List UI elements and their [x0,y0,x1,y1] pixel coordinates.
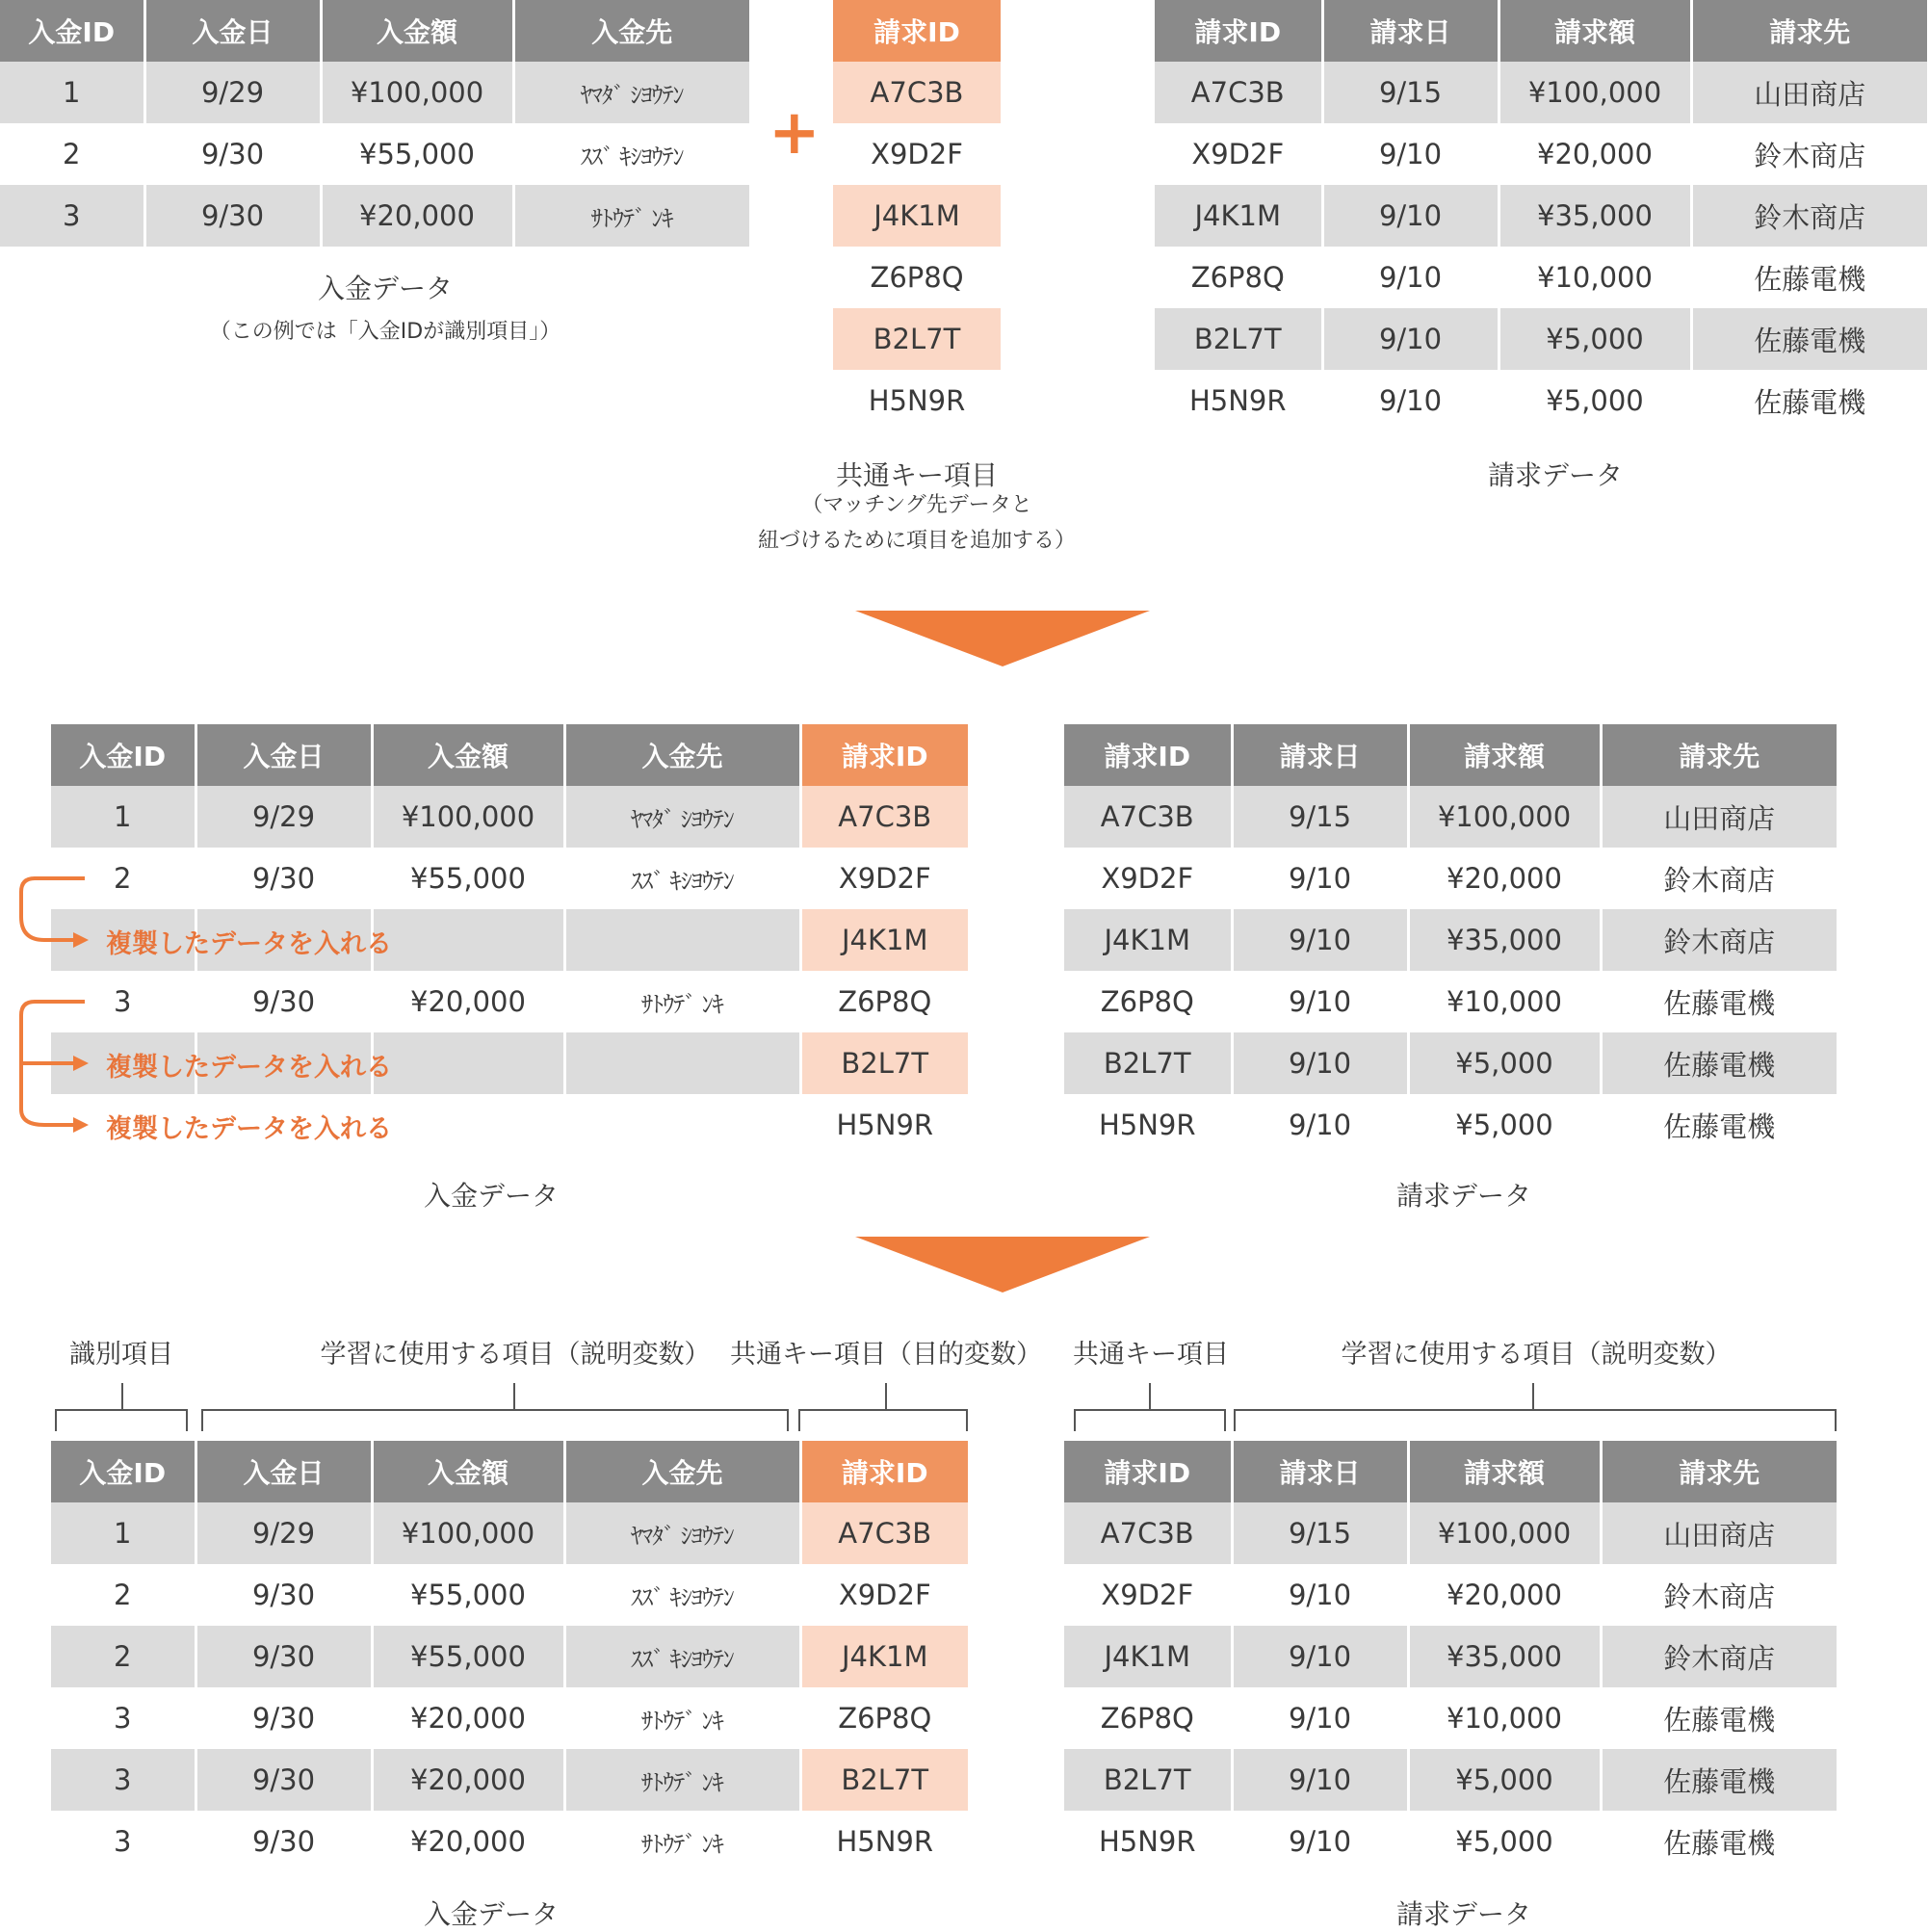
cell: B2L7T [1155,308,1322,370]
top-billing-table [1155,0,1927,431]
cell: 9/15 [1322,62,1499,123]
cell: ¥20,000 [321,185,513,247]
cell: X9D2F [1191,138,1285,170]
cell: 佐藤電機 [1601,1687,1837,1749]
cell: 9/10 [1232,909,1408,971]
table-row [1064,1564,1837,1626]
cell: 1 [51,1502,196,1564]
mid-billing-caption: 請求データ [1395,1180,1531,1212]
cell: Z6P8Q [1190,261,1285,294]
cell [564,909,800,971]
label-identifier: 識別項目 [69,1340,173,1370]
table-row [1064,1749,1837,1811]
top-deposit-caption: 入金データ [317,273,453,304]
cell: 佐藤電機 [1601,1811,1837,1872]
cell: ¥35,000 [1408,1626,1601,1687]
label-common-key: 共通キー項目 [1073,1340,1229,1370]
cell: ｻﾄｳﾃﾞ ﾝｷ [513,185,749,247]
cell: 9/15 [1232,786,1408,848]
cell: ¥10,000 [1408,971,1601,1032]
down-arrow-icon [855,1237,1150,1294]
table-row [1064,1626,1837,1687]
top-deposit-note: （この例では「入金IDが識別項目」） [209,320,561,344]
cell: H5N9R [800,1094,968,1156]
cell: ｻﾄｳﾃﾞ ﾝｷ [564,1687,800,1749]
header-billing-date: 請求日 [1322,0,1499,62]
cell: ¥20,000 [372,1687,564,1749]
cell: ¥20,000 [372,1749,564,1811]
cell: 2 [63,138,81,170]
cell: ¥100,000 [372,1502,564,1564]
cell: 鈴木商店 [1691,123,1927,185]
key-note-line-1: （マッチング先データと [801,493,1032,517]
cell: ｽｽﾞ ｷｼﾖｳﾃﾝ [513,123,749,185]
cell: B2L7T [800,1749,968,1811]
cell: J4K1M [800,909,968,971]
top-deposit-table [0,0,749,247]
cell: 3 [51,1749,196,1811]
cell: 鈴木商店 [1601,1564,1837,1626]
key-row [833,370,1001,431]
header-billing-date: 請求日 [1232,1441,1408,1502]
cell: J4K1M [1064,909,1232,971]
header-depositor: 入金先 [564,724,800,786]
header-deposit-amount: 入金額 [321,0,513,62]
cell: ¥5,000 [1408,1032,1601,1094]
table-row [1064,786,1837,848]
bottom-deposit-caption: 入金データ [423,1898,559,1930]
cell: ¥100,000 [321,62,513,123]
key-header-row [833,0,1001,62]
table-header-row [1064,1441,1837,1502]
label-target: 共通キー項目（目的変数） [730,1340,1042,1370]
header-deposit-date: 入金日 [196,1441,372,1502]
copy-label-2: 複製したデータを入れる [106,1053,392,1083]
table-header-row [0,0,749,62]
cell: H5N9R [1188,384,1287,417]
header-billed-to: 請求先 [1601,1441,1837,1502]
cell: 9/10 [1322,123,1499,185]
table-row [0,185,749,247]
cell [564,1032,800,1094]
cell: ¥100,000 [1408,1502,1601,1564]
key-caption: 共通キー項目 [835,459,998,491]
cell: A7C3B [800,1502,968,1564]
cell: ¥5,000 [1499,370,1691,431]
header-billing-id: 請求ID [1064,1441,1232,1502]
mid-billing-table [1064,724,1837,1156]
cell: ｻﾄｳﾃﾞ ﾝｷ [564,971,800,1032]
cell: H5N9R [1098,1825,1196,1858]
header-deposit-amount: 入金額 [372,1441,564,1502]
cell: 9/29 [144,62,321,123]
key-row [833,247,1001,308]
cell: ｻﾄｳﾃﾞ ﾝｷ [564,1749,800,1811]
cell: 9/10 [1322,370,1499,431]
table-row [1155,123,1927,185]
mid-deposit-caption: 入金データ [423,1180,559,1212]
cell: ¥10,000 [1499,247,1691,308]
header-deposit-id: 入金ID [0,0,144,62]
cell: X9D2F [800,1564,968,1626]
cell: Z6P8Q [870,261,964,294]
down-arrow-icon [855,611,1150,668]
table-row [51,971,968,1032]
cell: 鈴木商店 [1601,1626,1837,1687]
bottom-billing-caption: 請求データ [1395,1898,1531,1930]
cell: 9/10 [1232,1811,1408,1872]
cell: 9/10 [1232,848,1408,909]
cell: 佐藤電機 [1601,1032,1837,1094]
table-header-row [1155,0,1927,62]
cell: ¥100,000 [1408,786,1601,848]
cell: ¥20,000 [1408,848,1601,909]
header-key-id: 請求ID [800,1441,968,1502]
header-billed-to: 請求先 [1601,724,1837,786]
cell: 9/10 [1232,1687,1408,1749]
cell [564,1094,800,1156]
header-billing-date: 請求日 [1232,724,1408,786]
copy-arrows [0,857,116,1146]
cell: 9/30 [196,1564,372,1626]
cell: ¥100,000 [372,786,564,848]
header-billing-amount: 請求額 [1499,0,1691,62]
cell: A7C3B [833,62,1001,123]
cell: ¥20,000 [372,1811,564,1872]
cell: 9/29 [196,1502,372,1564]
cell [372,909,564,971]
header-billing-amount: 請求額 [1408,1441,1601,1502]
cell: ¥55,000 [372,1564,564,1626]
cell: B2L7T [1064,1032,1232,1094]
cell: ｻﾄｳﾃﾞ ﾝｷ [564,1811,800,1872]
table-row [0,62,749,123]
key-row [833,185,1001,247]
table-row [51,1502,968,1564]
cell: A7C3B [1155,62,1322,123]
table-row [1064,1687,1837,1749]
cell: 9/30 [196,1749,372,1811]
cell: Z6P8Q [1100,1702,1194,1735]
key-note-line-2: 紐づけるために項目を追加する） [757,529,1076,553]
cell: 佐藤電機 [1691,370,1927,431]
cell: ﾔﾏﾀﾞ ｼﾖｳﾃﾝ [564,1502,800,1564]
table-header-row [51,1441,968,1502]
header-billing-id: 請求ID [1155,0,1322,62]
plus-icon: + [769,97,821,169]
cell: Z6P8Q [800,1687,968,1749]
table-row [1064,848,1837,909]
cell: 9/30 [196,848,372,909]
cell: ｽｽﾞ ｷｼﾖｳﾃﾝ [564,1564,800,1626]
table-row [51,1811,968,1872]
header-key-id: 請求ID [833,0,1001,62]
cell: 9/30 [144,123,321,185]
top-billing-caption: 請求データ [1487,459,1623,491]
header-deposit-id: 入金ID [51,1441,196,1502]
cell: ¥5,000 [1408,1749,1601,1811]
cell: J4K1M [1064,1626,1232,1687]
key-row [833,123,1001,185]
key-row [833,308,1001,370]
cell: 佐藤電機 [1601,971,1837,1032]
cell: 鈴木商店 [1601,848,1837,909]
table-row [51,1687,968,1749]
header-billed-to: 請求先 [1691,0,1927,62]
bracket-lines [0,1368,1929,1435]
table-row [0,123,749,185]
header-deposit-id: 入金ID [51,724,196,786]
cell: 1 [0,62,144,123]
cell: 9/15 [1232,1502,1408,1564]
table-row [51,848,968,909]
cell: B2L7T [800,1032,968,1094]
header-billing-id: 請求ID [1064,724,1232,786]
table-row [1155,62,1927,123]
label-features: 学習に使用する項目（説明変数） [320,1340,711,1370]
cell: J4K1M [833,185,1001,247]
table-row [1155,370,1927,431]
cell: X9D2F [1101,1579,1194,1611]
cell: 9/30 [196,971,372,1032]
cell: 9/29 [196,786,372,848]
cell: 3 [114,1825,132,1858]
cell: A7C3B [1064,1502,1232,1564]
header-depositor: 入金先 [564,1441,800,1502]
cell: ¥35,000 [1499,185,1691,247]
label-features-right: 学習に使用する項目（説明変数） [1341,1340,1732,1370]
cell: 9/30 [196,1626,372,1687]
cell: 1 [51,786,196,848]
cell: 山田商店 [1601,1502,1837,1564]
cell: ﾔﾏﾀﾞ ｼﾖｳﾃﾝ [564,786,800,848]
cell: A7C3B [800,786,968,848]
cell: ﾔﾏﾀﾞ ｼﾖｳﾃﾝ [513,62,749,123]
cell: ｽｽﾞ ｷｼﾖｳﾃﾝ [564,1626,800,1687]
cell: ¥5,000 [1408,1811,1601,1872]
cell: B2L7T [1064,1749,1232,1811]
cell: 9/10 [1232,1564,1408,1626]
key-row [833,62,1001,123]
cell: 9/10 [1232,1626,1408,1687]
cell: 3 [114,985,132,1018]
header-depositor: 入金先 [513,0,749,62]
cell: 9/30 [144,185,321,247]
cell: 3 [0,185,144,247]
cell: 2 [114,862,132,895]
header-deposit-date: 入金日 [144,0,321,62]
cell: 鈴木商店 [1601,909,1837,971]
cell: H5N9R [800,1811,968,1872]
cell [372,1094,564,1156]
table-row [51,786,968,848]
table-row [1064,909,1837,971]
cell: B2L7T [833,308,1001,370]
cell: ¥55,000 [321,123,513,185]
cell: 9/10 [1232,1094,1408,1156]
cell: 佐藤電機 [1601,1094,1837,1156]
table-row [1155,185,1927,247]
cell: ¥5,000 [1499,308,1691,370]
cell: ¥35,000 [1408,909,1601,971]
cell: Z6P8Q [1100,985,1194,1018]
cell: 山田商店 [1601,786,1837,848]
cell: ¥20,000 [1408,1564,1601,1626]
copy-label-3: 複製したデータを入れる [106,1114,392,1144]
table-header-row [51,724,968,786]
cell: X9D2F [871,138,963,170]
cell: 9/30 [196,1687,372,1749]
cell: 9/10 [1322,308,1499,370]
cell: 鈴木商店 [1691,185,1927,247]
cell: 佐藤電機 [1691,247,1927,308]
header-key-id: 請求ID [800,724,968,786]
table-row [1155,308,1927,370]
table-row [51,1749,968,1811]
cell: ¥55,000 [372,848,564,909]
table-row [51,1626,968,1687]
cell: 9/10 [1322,185,1499,247]
cell: 山田商店 [1691,62,1927,123]
cell: ¥5,000 [1408,1094,1601,1156]
cell: H5N9R [868,384,966,417]
cell: 9/10 [1232,1749,1408,1811]
cell: Z6P8Q [800,971,968,1032]
cell: ｽｽﾞ ｷｼﾖｳﾃﾝ [564,848,800,909]
header-billing-amount: 請求額 [1408,724,1601,786]
table-row [1064,1094,1837,1156]
table-row [1064,1811,1837,1872]
header-deposit-amount: 入金額 [372,724,564,786]
table-row [1064,1502,1837,1564]
cell: A7C3B [1064,786,1232,848]
cell: H5N9R [1098,1109,1196,1141]
cell: 9/10 [1232,1032,1408,1094]
table-row [1155,247,1927,308]
cell: ¥20,000 [1499,123,1691,185]
bottom-billing-table [1064,1441,1837,1872]
top-key-column [833,0,1001,431]
cell: J4K1M [800,1626,968,1687]
table-row [1064,1032,1837,1094]
header-deposit-date: 入金日 [196,724,372,786]
cell: ¥100,000 [1499,62,1691,123]
table-row [51,1564,968,1626]
cell: X9D2F [800,848,968,909]
table-row [1064,971,1837,1032]
cell: 3 [114,1702,132,1735]
cell: ¥55,000 [372,1626,564,1687]
bottom-deposit-table [51,1441,968,1872]
cell: 9/10 [1232,971,1408,1032]
cell: 佐藤電機 [1691,308,1927,370]
cell: ¥10,000 [1408,1687,1601,1749]
copy-label-1: 複製したデータを入れる [106,929,392,959]
cell: 佐藤電機 [1601,1749,1837,1811]
cell: 2 [114,1579,132,1611]
cell: 2 [51,1626,196,1687]
cell: 9/10 [1322,247,1499,308]
table-header-row [1064,724,1837,786]
cell: J4K1M [1155,185,1322,247]
cell: 9/30 [196,1811,372,1872]
cell: X9D2F [1101,862,1194,895]
cell [372,1032,564,1094]
cell: ¥20,000 [372,971,564,1032]
